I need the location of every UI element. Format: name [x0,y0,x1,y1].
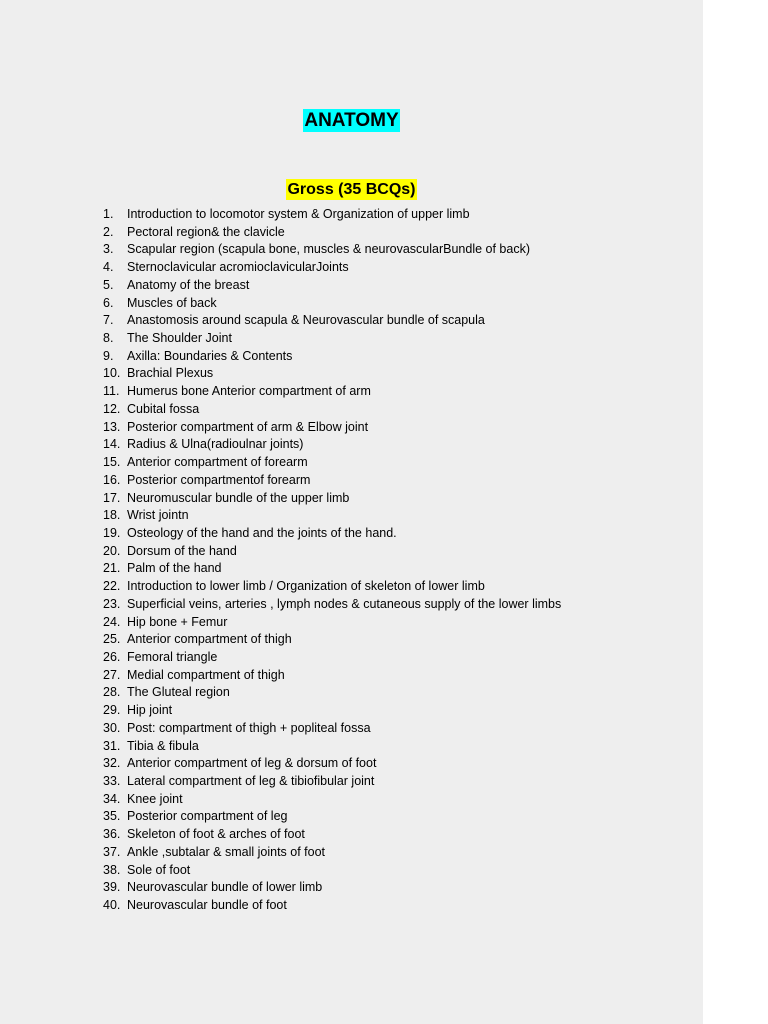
list-item [103,277,561,295]
list-item [103,808,561,826]
list-item [103,206,561,224]
list-item-number: 29. [103,703,121,718]
list-item-number: 15. [103,455,121,470]
list-item-text: Muscles of back [127,295,217,310]
list-item-text: Sternoclavicular acromioclavicularJoints [127,260,349,275]
list-item [103,525,561,543]
list-item [103,879,561,897]
list-item-number: 33. [103,774,121,788]
list-item-text: Post: compartment of thigh + popliteal fossa [127,720,371,735]
list-item-text: Sole of foot [127,862,191,877]
list-item-text: Neuromuscular bundle of the upper limb [127,490,350,505]
list-item-text: Scapular region (scapula bone, muscles & neurovascularBundle of back) [127,242,531,257]
list-item-number: 20. [103,543,121,558]
list-item [103,702,561,720]
list-item-text: Medial compartment of thigh [127,667,285,682]
list-item-number: 24. [103,614,121,629]
list-item-number: 30. [103,720,121,735]
list-item-text: Hip bone + Femur [127,614,228,629]
list-item-number: 4. [103,260,114,275]
list-item [103,844,561,862]
list-item-text: Skeleton of foot & arches of foot [127,827,305,842]
list-item [103,755,561,773]
list-item [103,348,561,366]
list-item-text: Lateral compartment of leg & tibiofibular joint [127,774,375,788]
list-item-number: 13. [103,419,121,434]
list-item-number: 18. [103,508,121,523]
list-item [103,631,561,649]
list-item-number: 19. [103,525,121,540]
list-item [103,897,561,915]
list-item-text: Anastomosis around scapula & Neurovascular bundle of scapula [127,313,485,328]
list-item-number: 1. [103,207,114,221]
page-title: ANATOMY [304,110,399,131]
list-item-text: Neurovascular bundle of foot [127,898,287,913]
list-item [103,614,561,632]
list-item-text: Anterior compartment of leg & dorsum of foot [127,756,377,771]
list-item-text: Posterior compartmentof forearm [127,472,311,487]
list-item-text: Anterior compartment of forearm [127,455,308,470]
list-item-text: Introduction to locomotor system & Organization of upper limb [127,207,470,221]
list-item-number: 5. [103,277,114,292]
list-item-text: Introduction to lower limb / Organization of skeleton of lower limb [127,579,485,594]
list-item-text: Neurovascular bundle of lower limb [127,880,323,895]
list-item [103,295,561,313]
list-item-text: Humerus bone Anterior compartment of arm [127,384,371,399]
list-item [103,490,561,508]
list-item-number: 36. [103,827,121,842]
list-item-text: Superficial veins, arteries , lymph nodes & cutaneous supply of the lower limbs [127,596,562,611]
list-item [103,312,561,330]
list-item-text: Osteology of the hand and the joints of the hand. [127,525,397,540]
list-item-text: Tibia & fibula [127,738,199,753]
list-item-number: 10. [103,366,121,381]
list-item [103,401,561,419]
list-item-number: 9. [103,348,114,363]
title-container [0,109,703,132]
list-item-number: 11. [103,384,120,399]
list-item-number: 17. [103,490,121,505]
list-item-number: 25. [103,632,121,647]
list-item-number: 7. [103,313,114,328]
list-item-number: 12. [103,401,121,416]
list-item-number: 21. [103,561,121,576]
list-item-text: Cubital fossa [127,401,200,416]
list-item-number: 23. [103,596,121,611]
list-item [103,649,561,667]
list-item-text: Dorsum of the hand [127,543,237,558]
list-item [103,436,561,454]
section-heading: Gross (35 BCQs) [287,181,416,198]
list-item-number: 34. [103,791,121,806]
list-item-text: Posterior compartment of leg [127,809,288,824]
list-item-text: Wrist jointn [127,508,189,523]
list-item [103,241,561,259]
list-item-text: The Shoulder Joint [127,331,232,346]
list-item-number: 6. [103,295,114,310]
list-item-text: Anterior compartment of thigh [127,632,292,647]
topic-list [103,206,561,915]
list-item [103,578,561,596]
list-item [103,738,561,756]
list-item [103,224,561,242]
list-item [103,560,561,578]
list-item-text: Posterior compartment of arm & Elbow joint [127,419,369,434]
list-item-text: Anatomy of the breast [127,277,250,292]
list-item [103,507,561,525]
list-item [103,862,561,880]
list-item-number: 26. [103,649,121,664]
list-item-number: 2. [103,224,114,239]
list-item-number: 38. [103,862,121,877]
list-item-number: 31. [103,738,121,753]
list-item [103,543,561,561]
list-item-number: 40. [103,898,121,913]
list-item-text: Knee joint [127,791,183,806]
list-item-text: Radius & Ulna(radioulnar joints) [127,437,304,452]
list-item-number: 32. [103,756,121,771]
list-item-number: 14. [103,437,121,452]
list-item [103,383,561,401]
list-item-number: 27. [103,667,121,682]
list-item [103,667,561,685]
list-item-number: 35. [103,809,121,824]
list-item-text: Pectoral region& the clavicle [127,224,285,239]
list-item-text: Ankle ,subtalar & small joints of foot [127,844,326,859]
list-item-number: 16. [103,472,121,487]
list-item-number: 39. [103,880,121,895]
list-item-number: 3. [103,242,114,257]
list-item-text: Palm of the hand [127,561,222,576]
list-item [103,720,561,738]
list-item-text: Hip joint [127,703,173,718]
list-item [103,259,561,277]
list-item [103,419,561,437]
list-item-text: Axilla: Boundaries & Contents [127,348,293,363]
list-item-text: Brachial Plexus [127,366,214,381]
list-item [103,684,561,702]
list-item-number: 22. [103,579,121,594]
list-item [103,330,561,348]
list-item [103,472,561,490]
list-item [103,454,561,472]
list-item-number: 37. [103,844,121,859]
list-item [103,826,561,844]
list-item-text: Femoral triangle [127,649,218,664]
list-item [103,791,561,809]
list-item [103,596,561,614]
list-item-number: 8. [103,331,114,346]
list-item [103,365,561,383]
list-item-text: The Gluteal region [127,685,230,700]
list-item-number: 28. [103,685,121,700]
section-heading-container [0,179,703,200]
list-item [103,773,561,791]
